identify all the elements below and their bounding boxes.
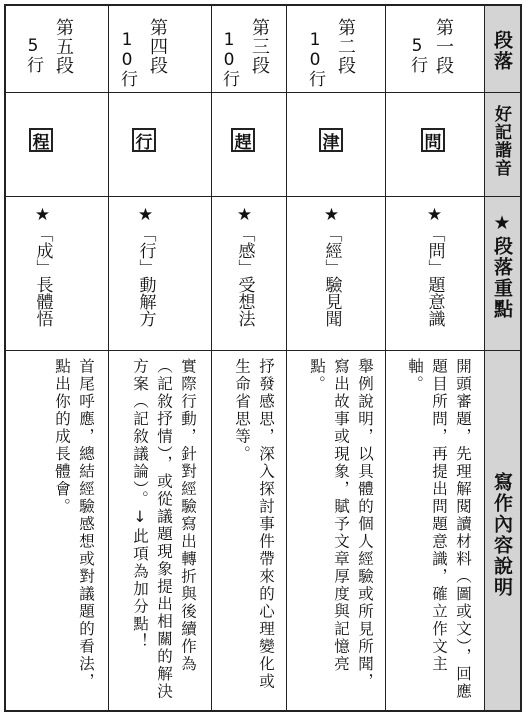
column-divider (484, 6, 485, 710)
key-point-4: ★「行」動解方 (135, 205, 156, 327)
description-1: 開頭審題，先理解閱讀材料（圖或文），回應題目所問，再提出問題意識，確立作文主軸。 (405, 358, 472, 701)
key-point-2: ★「經」驗見聞 (321, 205, 342, 327)
key-point-5: ★「成」長體悟 (32, 205, 53, 327)
paragraph-1-title: 第一段 (433, 18, 454, 75)
paragraph-4-lines: 10行 (117, 30, 137, 87)
key-point-3: ★「感」受想法 (234, 205, 255, 327)
description-3: 抒發感思，深入探討事件帶來的心理變化或生命省思等。 (232, 358, 275, 691)
mnemonic-3-box: 趕 (231, 128, 255, 152)
paragraph-3-title: 第三段 (249, 18, 270, 75)
paragraph-3-lines: 10行 (219, 30, 239, 87)
paragraph-1-lines: 5行 (407, 36, 427, 73)
mnemonic-2-box: 津 (319, 128, 343, 152)
paragraph-2-lines: 10行 (305, 30, 325, 87)
header-paragraph: 段落 (491, 30, 513, 72)
column-divider (385, 6, 386, 710)
description-5: 首尾呼應，總結經驗感想或對議題的看法，點出你的成長體會。 (52, 358, 95, 691)
row-divider (6, 92, 520, 93)
row-divider (6, 196, 520, 197)
mnemonic-4-box: 行 (132, 128, 156, 152)
description-2: 舉例說明，以具體的個人經驗或所見所聞，寫出故事或現象，賦予文章厚度與記憶亮點。 (307, 358, 374, 691)
mnemonic-5-box: 程 (29, 128, 53, 152)
description-4: 實際行動，針對經驗寫出轉折與後續作為（記敘抒情），或從議題現象提出相關的解決方案（記敘議論）。↓此項為加分點！ (130, 358, 197, 701)
header-mnemonic: 好記諧音 (491, 105, 511, 177)
column-divider (211, 6, 212, 710)
paragraph-5-title: 第五段 (53, 18, 74, 75)
paragraph-5-lines: 5行 (23, 36, 43, 73)
key-point-1: ★「問」題意識 (424, 205, 445, 327)
paragraph-4-title: 第四段 (147, 18, 168, 75)
column-divider (286, 6, 287, 710)
header-key-points: ★段落重點 (491, 212, 513, 320)
mnemonic-1-box: 問 (421, 128, 445, 152)
row-divider (6, 350, 520, 351)
paragraph-2-title: 第二段 (335, 18, 356, 75)
header-writing: 寫作內容說明 (491, 472, 513, 598)
